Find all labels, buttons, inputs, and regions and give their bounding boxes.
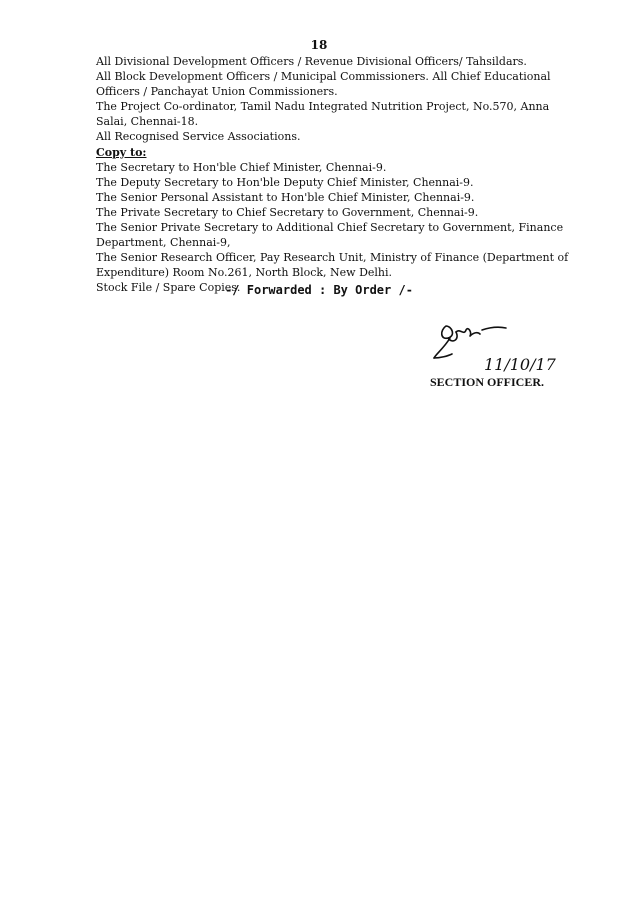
distribution-line: All Block Development Officers / Municipal Commissioners. All Chief Educational — [96, 70, 551, 84]
copy-to-line: The Senior Research Officer, Pay Research Unit, Ministry of Finance (Department of — [96, 251, 569, 265]
page-number: 18 — [310, 38, 328, 52]
copy-to-heading: Copy to: — [96, 145, 147, 159]
distribution-line: All Recognised Service Associations. — [96, 130, 301, 144]
document-body — [96, 54, 569, 296]
handwritten-signature — [426, 318, 556, 378]
copy-to-line: The Senior Personal Assistant to Hon'ble Chief Minister, Chennai-9. — [96, 190, 475, 204]
svg-text:11/10/17: 11/10/17 — [484, 355, 556, 374]
copy-to-line: The Secretary to Hon'ble Chief Minister, Chennai-9. — [96, 160, 387, 174]
copy-to-line: Department, Chennai-9, — [96, 236, 231, 250]
distribution-line: Officers / Panchayat Union Commissioners. — [96, 85, 338, 99]
signatory-designation: SECTION OFFICER. — [429, 375, 544, 389]
distribution-line: All Divisional Development Officers / Revenue Divisional Officers/ Tahsildars. — [96, 55, 527, 68]
copy-to-line: The Senior Private Secretary to Additional Chief Secretary to Government, Finance — [96, 221, 564, 235]
copy-to-line: The Deputy Secretary to Hon'ble Deputy Chief Minister, Chennai-9. — [96, 175, 474, 189]
copy-to-line: Stock File / Spare Copies. — [96, 281, 241, 295]
forwarded-by-order: -/ Forwarded : By Order /- — [225, 283, 413, 297]
distribution-line: The Project Co-ordinator, Tamil Nadu Integrated Nutrition Project, No.570, Anna — [96, 100, 550, 114]
signature-scribble-icon — [426, 318, 556, 378]
distribution-line: Salai, Chennai-18. — [96, 115, 199, 129]
copy-to-line: Expenditure) Room No.261, North Block, New Delhi. — [96, 266, 393, 280]
copy-to-line: The Private Secretary to Chief Secretary to Government, Chennai-9. — [96, 205, 479, 219]
